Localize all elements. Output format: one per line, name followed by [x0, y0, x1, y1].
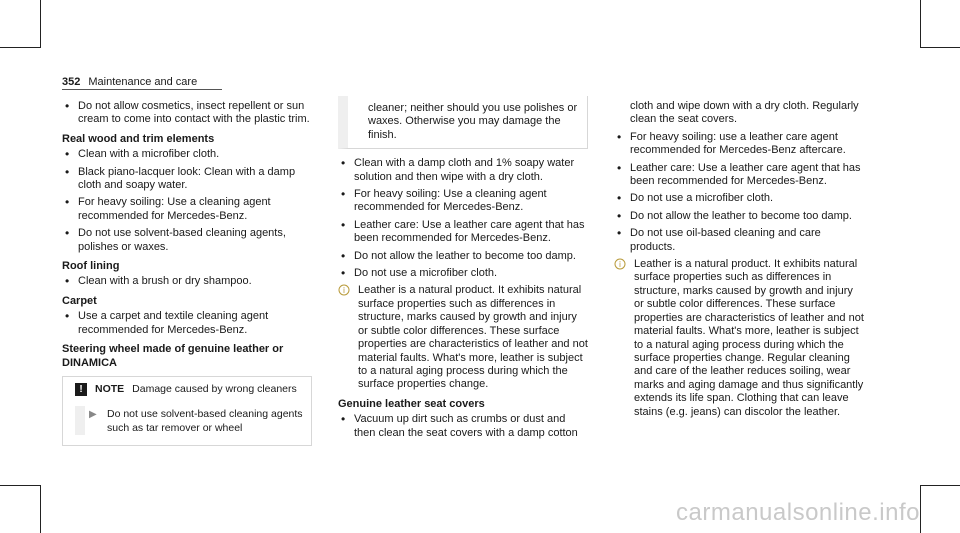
crop-mark [40, 485, 41, 533]
crop-mark [920, 485, 921, 533]
note-continuation-text: cleaner; neither should you use polishes or waxes. Otherwise you may damage the finish. [368, 102, 578, 141]
list-item: • Do not allow cosmetics, insect repellent or sun cream to come into contact with the plastic trim. [62, 100, 312, 127]
bullet-list [62, 148, 312, 254]
page-number: 352 [62, 76, 81, 88]
list-item: • Do not allow the leather to become too damp. [338, 250, 588, 263]
note-header [75, 383, 303, 396]
info-icon [614, 258, 626, 419]
crop-mark [920, 47, 960, 48]
list-item: • Use a carpet and textile cleaning agent recommended for Mercedes-Benz. [62, 310, 312, 337]
heading-seat-covers: Genuine leather seat covers [338, 397, 485, 410]
list-item: • Do not allow the leather to become too damp. [614, 210, 864, 223]
bullet-list [62, 100, 312, 127]
crop-mark [920, 0, 921, 48]
crop-mark [40, 0, 41, 48]
heading-real-wood: Real wood and trim elements [62, 132, 215, 145]
crop-mark [0, 485, 41, 486]
list-item: • Clean with a brush or dry shampoo. [62, 275, 312, 288]
list-item: • For heavy soiling: Use a cleaning agent recommended for Mercedes-Benz. [62, 196, 312, 223]
continuation-text: cloth and wipe down with a dry cloth. Regularly clean the seat covers. [630, 100, 859, 126]
column-2 [338, 100, 588, 444]
bullet-list [62, 310, 312, 337]
warning-icon: ! [75, 383, 87, 396]
note-item [75, 406, 303, 435]
section-title: Maintenance and care [88, 76, 198, 88]
bullet-list [338, 413, 588, 440]
note-subtitle: Damage caused by wrong cleaners [132, 382, 297, 395]
svg-text:i: i [618, 260, 622, 270]
list-item: • Black piano-lacquer look: Clean with a damp cloth and soapy water. [62, 166, 312, 193]
svg-text:i: i [342, 286, 346, 296]
note-item-text: Do not use solvent-based cleaning agents such as tar remover or wheel [107, 408, 303, 434]
list-item: • Leather care: Use a leather care agent that has been recommended for Mercedes-Benz. [338, 219, 588, 246]
list-item: • Do not use oil-based cleaning and care products. [614, 227, 864, 254]
bullet-list [62, 275, 312, 288]
arrow-right-icon: ▶ [89, 409, 97, 421]
bullet-list [614, 131, 864, 254]
note-continuation [338, 96, 588, 149]
page-header [62, 76, 197, 88]
heading-steering-wheel: Steering wheel made of genuine leather or DINAMICA [62, 343, 284, 369]
tip-text: Leather is a natural product. It exhibits natural surface properties such as differences in structure, marks caused by growth and injury or subtle color differences. These surface properties are characteristics of leather and not material faults. What's more, leather is subject to a natural aging process during which the surface properties change. [358, 284, 588, 391]
crop-mark [920, 485, 960, 486]
list-item: • Clean with a damp cloth and 1% soapy water solution and then wipe with a dry cloth. [338, 157, 588, 184]
note-title: NOTE [95, 382, 125, 395]
tip-text: Leather is a natural product. It exhibits natural surface properties such as differences in structure, marks caused by growth and injury or subtle color differences. These surface properties are characteristics of leather and not material faults. What's more, leather is subject to a natural aging process during which the surface properties change. Regular cleaning and care of the leather reduces soiling, wear marks and aging damage and thus significantly extends its life span. Clothing that can leave stains (e.g. jeans) can discolor the leather. [634, 258, 864, 418]
list-item: • Do not use a microfiber cloth. [614, 192, 864, 205]
info-icon [338, 284, 350, 391]
list-item: • For heavy soiling: Use a cleaning agent recommended for Mercedes-Benz. [338, 188, 588, 215]
heading-roof-lining: Roof lining [62, 260, 120, 273]
column-1 [62, 100, 312, 446]
tip-block [338, 284, 588, 391]
note-box [62, 376, 312, 446]
column-3 [614, 100, 864, 419]
list-item: • Do not use solvent-based cleaning agents, polishes or waxes. [62, 227, 312, 254]
bullet-list [338, 157, 588, 280]
heading-carpet: Carpet [62, 294, 97, 307]
list-item: • For heavy soiling: use a leather care agent recommended for Mercedes-Benz aftercare. [614, 131, 864, 158]
crop-mark [0, 47, 41, 48]
list-item: • Leather care: Use a leather care agent that has been recommended for Mercedes-Benz. [614, 162, 864, 189]
watermark: carmanualsonline.info [676, 499, 920, 526]
header-rule [62, 89, 222, 90]
tip-block [614, 258, 864, 419]
list-item: • Clean with a microfiber cloth. [62, 148, 312, 161]
list-item: • Do not use a microfiber cloth. [338, 267, 588, 280]
list-item: • Vacuum up dirt such as crumbs or dust and then clean the seat covers with a damp cotton [338, 413, 588, 440]
